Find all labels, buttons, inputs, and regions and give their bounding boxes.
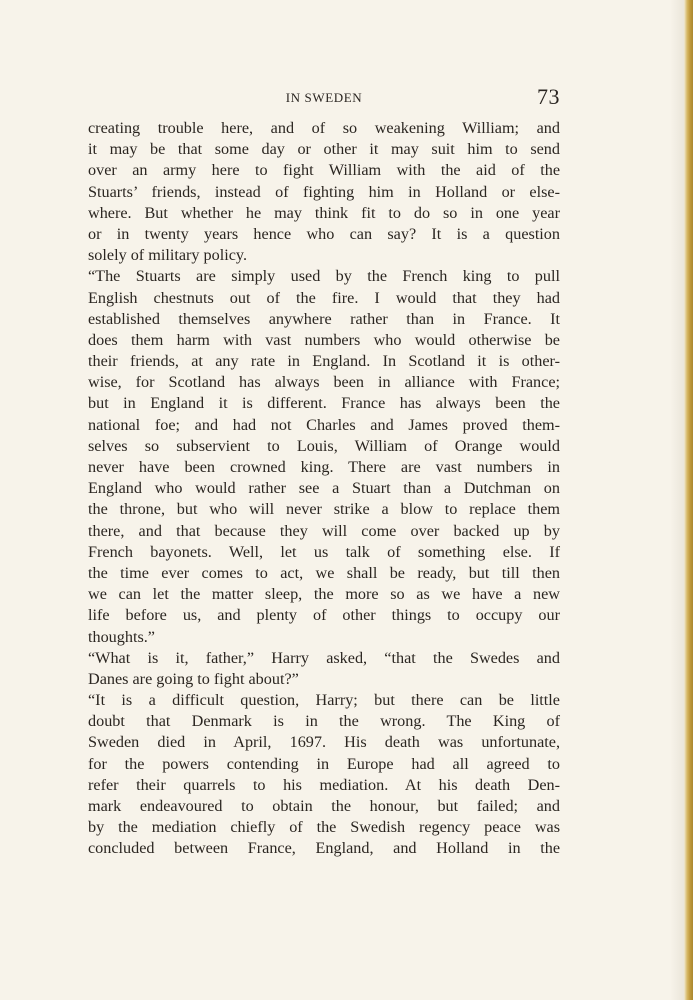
text-line: for the powers contending in Europe had all agreed to: [88, 754, 560, 773]
running-header-title: IN SWEDEN: [285, 90, 363, 105]
text-line: but in England it is different. France has always been the: [88, 394, 560, 413]
text-line: established themselves anywhere rather than in France. It: [88, 309, 560, 328]
running-header: [88, 84, 560, 110]
text-line: creating trouble here, and of so weakening William; and: [88, 119, 560, 137]
page-number: 73: [537, 84, 560, 109]
text-line: we can let the matter sleep, the more so as we have a new: [88, 585, 560, 604]
text-line: refer their quarrels to his mediation. At his death Den-: [88, 775, 560, 794]
text-line: French bayonets. Well, let us talk of something else. If: [88, 542, 560, 561]
text-line: selves so subservient to Louis, William of Orange would: [88, 436, 560, 455]
text-line: the throne, but who will never strike a blow to replace them: [88, 500, 560, 519]
paragraph-start-line: “What is it, father,” Harry asked, “that the Swedes and: [88, 648, 560, 667]
text-line: doubt that Denmark is in the wrong. The King of: [88, 712, 560, 731]
text-line: concluded between France, England, and Holland in the: [88, 839, 560, 858]
text-line: mark endeavoured to obtain the honour, but failed; and: [88, 797, 560, 815]
text-line: Stuarts’ friends, instead of fighting him in Holland or else-: [88, 182, 560, 201]
paragraph-start-line: “It is a difficult question, Harry; but there can be little: [88, 691, 560, 710]
body-text: [88, 118, 560, 860]
text-line: by the mediation chiefly of the Swedish regency peace was: [88, 818, 560, 837]
text-line: Sweden died in April, 1697. His death was unfortunate,: [88, 733, 560, 752]
text-line: does them harm with vast numbers who would otherwise be: [88, 330, 560, 349]
text-line: solely of military policy.: [88, 246, 247, 265]
text-line: wise, for Scotland has always been in alliance with France;: [88, 373, 560, 392]
text-line: life before us, and plenty of other things to occupy our: [88, 606, 560, 625]
text-line: over an army here to fight William with the aid of the: [88, 161, 560, 180]
text-line: national foe; and had not Charles and James proved them-: [88, 415, 560, 434]
paragraph-start-line: “The Stuarts are simply used by the French king to pull: [88, 267, 560, 286]
text-line: English chestnuts out of the fire. I would that they had: [88, 288, 560, 307]
text-line: there, and that because they will come over backed up by: [88, 521, 560, 540]
text-line: the time ever comes to act, we shall be ready, but till then: [88, 563, 560, 582]
text-line: where. But whether he may think fit to do so in one year: [88, 203, 560, 222]
text-line: England who would rather see a Stuart than a Dutchman on: [88, 479, 560, 498]
text-line: it may be that some day or other it may suit him to send: [88, 140, 560, 159]
page-gutter-shadow: [670, 0, 684, 1000]
text-line: their friends, at any rate in England. In Scotland it is other-: [88, 352, 560, 371]
text-line: never have been crowned king. There are vast numbers in: [88, 458, 560, 476]
text-line: thoughts.”: [88, 627, 155, 646]
gilded-page-edge: [684, 0, 693, 1000]
text-line: Danes are going to fight about?”: [88, 669, 299, 688]
text-line: or in twenty years hence who can say? It is a question: [88, 224, 560, 243]
